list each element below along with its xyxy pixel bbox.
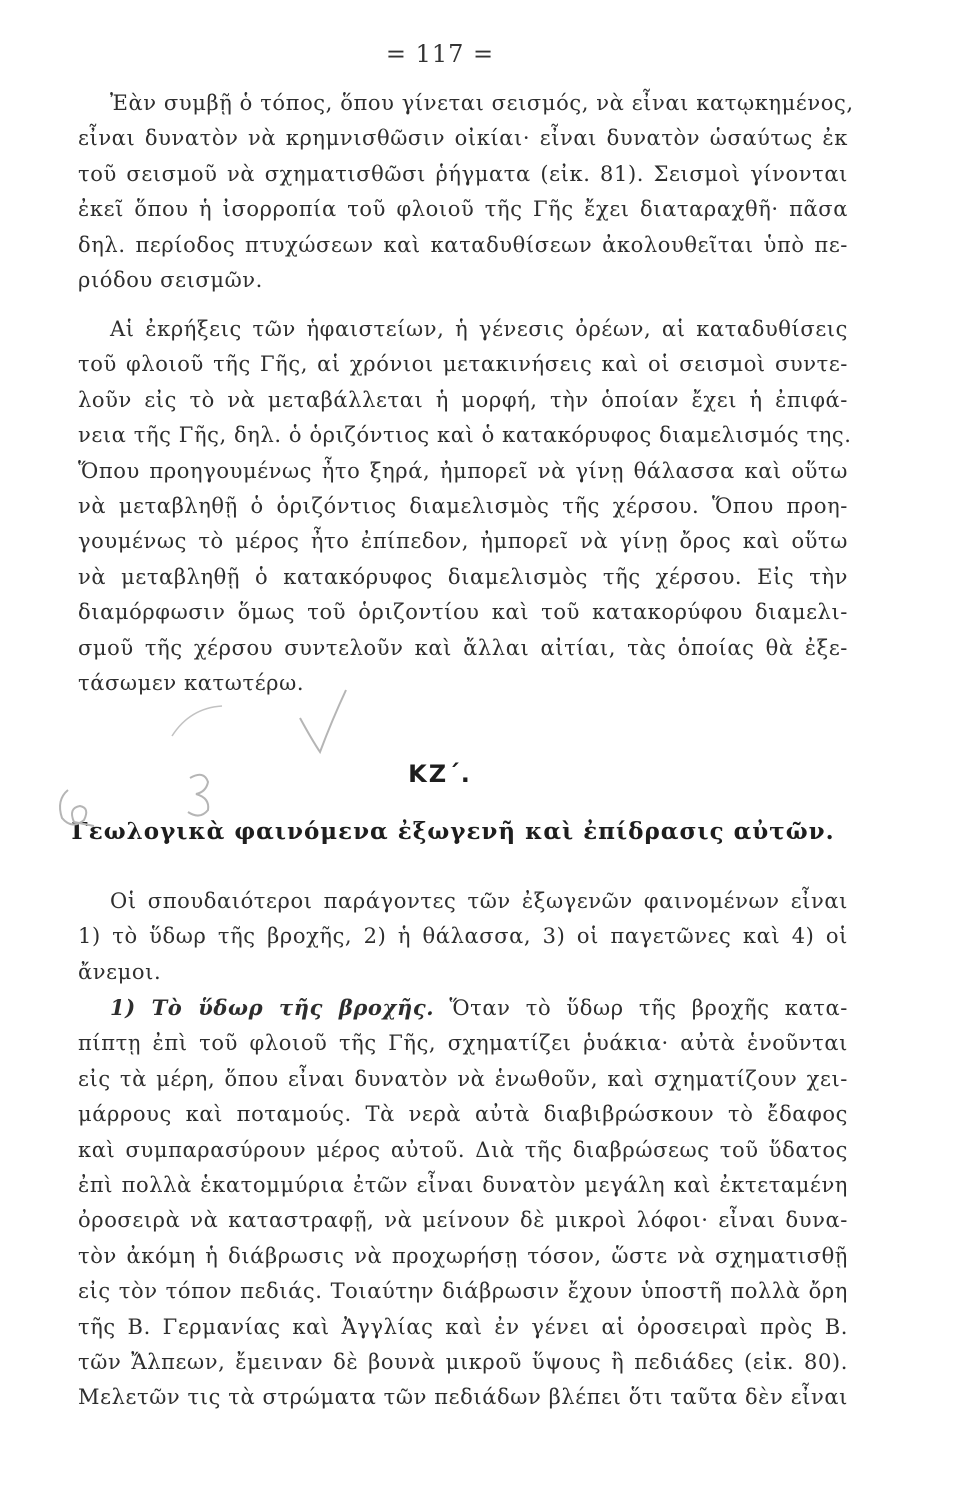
- text-line: ἄνεμοι.: [78, 959, 162, 984]
- text-line: μάρρους καὶ ποταμούς. Τὰ νερὰ αὐτὰ διαβιβρώσκουν τὸ ἔδαφος: [78, 1102, 848, 1127]
- text-line: σμοῦ τῆς χέρσου συντελοῦν καὶ ἄλλαι αἰτίαι, τὰς ὁποίας θὰ ἐξε-: [78, 635, 848, 660]
- text-line: τῶν Ἄλπεων, ἔμειναν δὲ βουνὰ μικροῦ ὕψους ἢ πεδιάδες (εἰκ. 80).: [78, 1350, 848, 1375]
- paragraph-rain-water: [78, 990, 848, 1416]
- text-line: Μελετῶν τις τὰ στρώματα τῶν πεδιάδων βλέπει ὅτι ταῦτα δὲν εἶναι: [78, 1385, 848, 1410]
- page-number: = 117 =: [385, 40, 495, 68]
- text-line: ἐπὶ πολλὰ ἑκατομμύρια ἐτῶν εἶναι δυνατὸν μεγάλη καὶ ἐκτεταμένη: [78, 1173, 848, 1198]
- text-line: λοῦν εἰς τὸ νὰ μεταβάλλεται ἡ μορφή, τὴν ὁποίαν ἔχει ἡ ἐπιφά-: [78, 387, 848, 412]
- text-line: νὰ μεταβληθῇ ὁ ὁριζόντιος διαμελισμὸς τῆς χέρσου. Ὅπου προη-: [78, 494, 848, 519]
- text-line: τοῦ σεισμοῦ νὰ σχηματισθῶσι ῥήγματα (εἰκ. 81). Σεισμοὶ γίνονται: [78, 161, 848, 186]
- text-line: τοῦ φλοιοῦ τῆς Γῆς, αἱ χρόνιοι μετακινήσεις καὶ οἱ σεισμοὶ συντε-: [78, 352, 848, 377]
- text-line: διαμόρφωσιν ὅμως τοῦ ὁριζοντίου καὶ τοῦ κατακορύφου διαμελι-: [78, 600, 848, 625]
- paragraph-exogenous-factors: [78, 884, 848, 990]
- text-line: καὶ συμπαρασύρουν μέρος αὐτοῦ. Διὰ τῆς διαβρώσεως τοῦ ὕδατος: [78, 1137, 848, 1162]
- text-line: γουμένως τὸ μέρος ἦτο ἐπίπεδον, ἠμπορεῖ νὰ γίνῃ ὄρος καὶ οὕτω: [78, 529, 848, 554]
- section-first-line-text: Ὅταν τὸ ὕδωρ τῆς βροχῆς κατα-: [449, 996, 848, 1020]
- text-line: 1) τὸ ὕδωρ τῆς βροχῆς, 2) ἡ θάλασσα, 3) οἱ παγετῶνες καὶ 4) οἱ: [78, 924, 848, 949]
- text-line: Ἐὰν συμβῇ ὁ τόπος, ὅπου γίνεται σεισμός, νὰ εἶναι κατῳκημένος,: [110, 91, 854, 115]
- text-line: ὀροσειρὰ νὰ καταστραφῇ, νὰ μείνουν δὲ μικροὶ λόφοι· εἶναι δυνα-: [78, 1208, 848, 1233]
- text-line: τὸν ἀκόμη ἡ διάβρωσις νὰ προχωρήσῃ τόσον, ὥστε νὰ σχηματισθῇ: [78, 1243, 848, 1268]
- pencil-arc: [172, 706, 222, 736]
- paragraph-earthquakes: [78, 86, 854, 298]
- text-line: ριόδου σεισμῶν.: [78, 268, 263, 293]
- chapter-number: ΚΖ΄.: [408, 760, 472, 788]
- text-line: [78, 990, 848, 1026]
- text-line: Ὅπου προηγουμένως ἦτο ξηρά, ἠμπορεῖ νὰ γίνῃ θάλασσα καὶ οὕτω: [78, 458, 848, 483]
- chapter-title: Γεωλογικὰ φαινόμενα ἐξωγενῆ καὶ ἐπίδρασις αὐτῶν.: [71, 818, 835, 845]
- text-line: δηλ. περίοδος πτυχώσεων καὶ καταδυθίσεων ἀκολουθεῖται ὑπὸ πε-: [78, 232, 848, 257]
- text-line: ἐκεῖ ὅπου ἡ ἰσορροπία τοῦ φλοιοῦ τῆς Γῆς ἔχει διαταραχθῆ· πᾶσα: [78, 197, 848, 222]
- text-line: εἰς τὸν τόπον πεδιάς. Τοιαύτην διάβρωσιν ἔχουν ὑποστῆ πολλὰ ὄρη: [78, 1279, 848, 1304]
- text-line: τῆς Β. Γερμανίας καὶ Ἀγγλίας καὶ ἐν γένει αἱ ὀροσειραὶ πρὸς Β.: [78, 1314, 848, 1339]
- text-line: εἰς τὰ μέρη, ὅπου εἶναι δυνατὸν νὰ ἑνωθοῦν, καὶ σχηματίζουν χει-: [78, 1066, 848, 1091]
- text-line: νὰ μεταβληθῇ ὁ κατακόρυφος διαμελισμὸς τῆς χέρσου. Εἰς τὴν: [78, 564, 848, 589]
- text-line: νεια τῆς Γῆς, δηλ. ὁ ὁριζόντιος καὶ ὁ κατακόρυφος διαμελισμός της.: [78, 423, 852, 448]
- text-line: πίπτῃ ἐπὶ τοῦ φλοιοῦ τῆς Γῆς, σχηματίζει ῥυάκια· αὐτὰ ἑνοῦνται: [78, 1031, 848, 1056]
- text-line: Αἱ ἐκρήξεις τῶν ἡφαιστείων, ἡ γένεσις ὀρέων, αἱ καταδυθίσεις: [110, 317, 848, 341]
- text-line: εἶναι δυνατὸν νὰ κρημνισθῶσιν οἰκίαι· εἶναι δυνατὸν ὡσαύτως ἐκ: [78, 126, 848, 151]
- text-line: τάσωμεν κατωτέρω.: [78, 671, 305, 696]
- section-heading: 1) Τὸ ὕδωρ τῆς βροχῆς.: [110, 995, 435, 1020]
- paragraph-crust-changes: [78, 312, 852, 701]
- text-line: Οἱ σπουδαιότεροι παράγοντες τῶν ἐξωγενῶν φαινομένων εἶναι: [110, 889, 848, 913]
